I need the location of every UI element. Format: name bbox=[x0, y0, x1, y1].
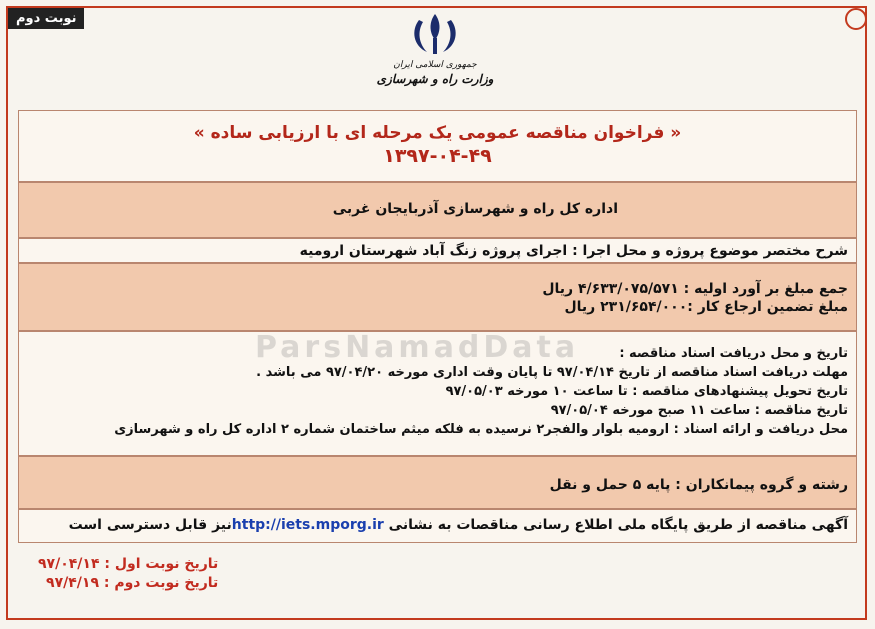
org-top-line: جمهوری اسلامی ایران bbox=[393, 60, 477, 70]
project-row bbox=[18, 238, 857, 263]
notice-code: ۱۳۹۷-۰۴-۴۹ bbox=[383, 145, 492, 167]
guarantee-amount: مبلغ تضمین ارجاع کار :۲۳۱/۶۵۴/۰۰۰ ریال bbox=[564, 299, 848, 315]
watermark-text: ParsNamadData bbox=[255, 330, 580, 365]
documents-location: محل دریافت و ارائه اسناد : ارومیه بلوار والفجر۲ نرسیده به فلکه میثم ساختمان شماره ۲ اداره کل راه و شهرسازی bbox=[114, 422, 848, 437]
notice-url-link[interactable]: http://iets.mporg.ir bbox=[231, 517, 384, 533]
iran-emblem-icon bbox=[405, 10, 465, 58]
tender-date: تاریخ مناقصه : ساعت ۱۱ صبح مورخه ۹۷/۰۵/۰۴ bbox=[550, 403, 848, 418]
notice-row bbox=[18, 509, 857, 543]
publication-dates bbox=[38, 555, 218, 593]
ministry-name: وزارت راه و شهرسازی bbox=[376, 72, 494, 86]
documents-deadline: مهلت دریافت اسناد مناقصه از تاریخ ۹۷/۰۴/۱۴ تا پایان وقت اداری مورخه ۹۷/۰۴/۲۰ می باشد . bbox=[256, 365, 848, 380]
documents-row bbox=[18, 331, 857, 456]
estimate-amount: جمع مبلغ بر آورد اولیه : ۴/۶۳۳/۰۷۵/۵۷۱ ریال bbox=[542, 281, 848, 297]
title-section bbox=[18, 110, 857, 182]
organization-row bbox=[18, 182, 857, 238]
documents-heading: تاریخ و محل دریافت اسناد مناقصه : bbox=[619, 346, 848, 361]
ministry-header bbox=[340, 10, 530, 108]
contractor-row bbox=[18, 456, 857, 509]
first-turn-date: تاریخ نوبت اول : ۹۷/۰۴/۱۴ bbox=[38, 556, 219, 572]
notice-text-end: نیز قابل دسترسی است bbox=[68, 517, 232, 533]
corner-mark bbox=[845, 8, 867, 30]
notice-title: « فراخوان مناقصه عمومی یک مرحله ای با ارزیابی ساده » bbox=[193, 123, 682, 143]
turn-badge: نوبت دوم bbox=[8, 8, 84, 29]
notice-text: آگهی مناقصه از طریق پایگاه ملی اطلاع رسانی مناقصات به نشانی bbox=[388, 517, 848, 533]
amounts-row bbox=[18, 263, 857, 331]
organization-name: اداره کل راه و شهرسازی آذربایجان غربی bbox=[332, 201, 618, 217]
contractor-group: رشته و گروه پیمانکاران : پایه ۵ حمل و نقل bbox=[549, 477, 848, 493]
submission-date: تاریخ تحویل پیشنهادهای مناقصه : تا ساعت ۱۰ مورخه ۹۷/۰۵/۰۳ bbox=[445, 384, 848, 399]
second-turn-date: تاریخ نوبت دوم : ۹۷/۴/۱۹ bbox=[46, 575, 219, 591]
project-description: شرح مختصر موضوع پروژه و محل اجرا : اجرای پروژه زنگ آباد شهرستان ارومیه bbox=[299, 243, 848, 259]
